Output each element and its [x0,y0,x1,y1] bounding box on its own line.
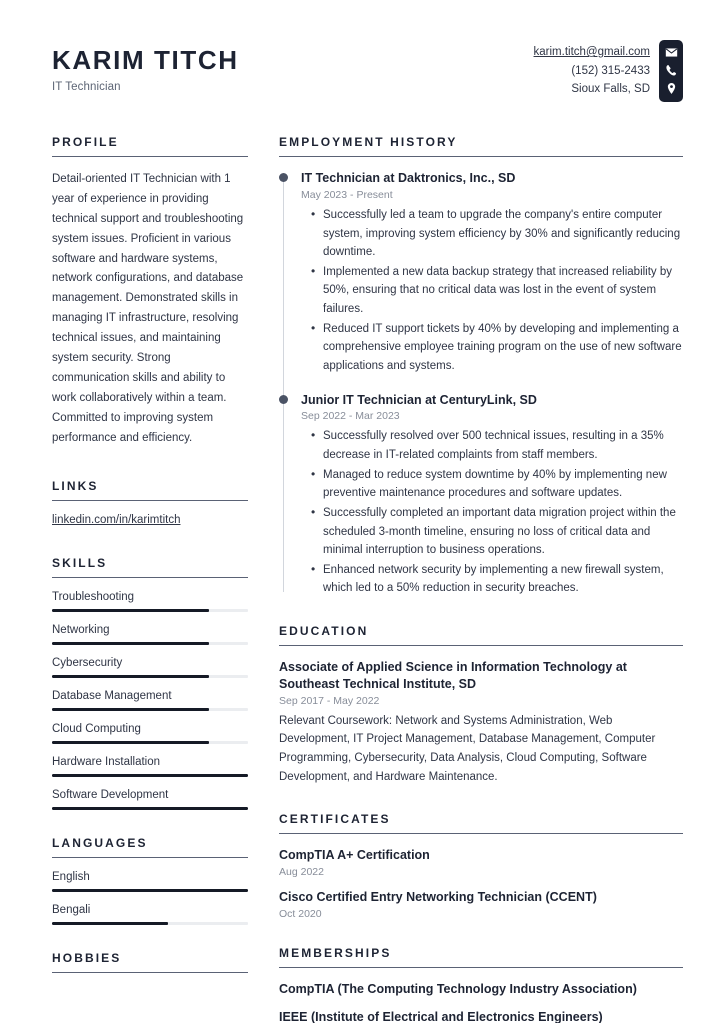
contact-icon-bar [659,40,683,102]
job-title-subtitle: IT Technician [52,80,121,93]
level-bar-fill [52,609,209,612]
envelope-icon [665,46,678,59]
entry-title: Associate of Applied Science in Information Technology at Southeast Technical Institute, SD [279,660,627,691]
section-heading-education: EDUCATION [279,624,369,638]
list-item: • Successfully led a team to upgrade the company's entire computer system, improving system efficiency by 30% and significantly reducing downtime. [323,206,683,262]
section-rule [52,972,248,973]
languages-list [52,871,248,925]
section-heading-profile: PROFILE [52,135,119,149]
name-block [52,40,239,93]
section-employment-history [279,135,683,598]
list-item [279,1009,683,1023]
entry-title: CompTIA (The Computing Technology Industry Association) [279,982,637,996]
level-bar-track [52,922,248,925]
section-rule [279,967,683,968]
list-item-label: Database Management [52,690,172,703]
list-item: • Implemented a new data backup strategy that increased reliability by 50%, ensuring that no critical data was lost in the event of system failures. [323,263,683,319]
entry-title: Cisco Certified Entry Networking Technician (CCENT) [279,890,597,905]
level-bar-track [52,889,248,892]
employment-date: May 2023 - Present [301,188,393,201]
list-item[interactable]: linkedin.com/in/karimtitch [52,514,181,527]
list-item [279,981,683,998]
location-pin-icon [665,82,678,95]
list-item: • Managed to reduce system downtime by 40% by implementing new preventive maintenance procedures and software updates. [323,466,683,503]
level-bar-fill [52,889,248,892]
section-skills [52,556,248,810]
section-rule [279,156,683,157]
list-item [52,756,248,777]
list-item-label: Software Development [52,789,169,802]
list-item [52,591,248,612]
entry-title: IEEE (Institute of Electrical and Electronics Engineers) [279,1009,603,1023]
list-item-label: Hardware Installation [52,756,161,769]
employment-timeline [279,170,683,598]
section-rule [52,577,248,578]
list-item [52,871,248,892]
profile-text: Detail-oriented IT Technician with 1 year of experience in providing technical support and troubleshooting system issues. Proficient in various software and hardware systems, network configurations, and database management. Demonstrated skills in managing IT infrastructure, resolving technical issues, and maintaining system security. Strong communication skills and ability to work collaboratively within a team. Committed to improving system performance and efficiency. [52,173,244,444]
memberships-list [279,981,683,1023]
list-item [52,789,248,810]
certificates-list [279,847,683,920]
section-heading-certificates: CERTIFICATES [279,812,391,827]
entry-date: Sep 2017 - May 2022 [279,694,380,707]
level-bar-track [52,807,248,810]
level-bar-fill [52,922,168,925]
list-item [279,889,683,920]
level-bar-fill [52,774,248,777]
section-rule [279,833,683,834]
contact-email-row [534,43,650,62]
list-item [52,723,248,744]
section-certificates [279,812,683,920]
section-heading-languages: LANGUAGES [52,836,148,851]
contact-location: Sioux Falls, SD [571,83,650,96]
employment-date: Sep 2022 - Mar 2023 [301,410,400,423]
list-item: • Successfully resolved over 500 technical issues, resulting in a 35% decrease in IT-related complaints from staff members. [323,427,683,464]
level-bar-track [52,609,248,612]
section-heading-links: LINKS [52,479,99,494]
level-bar-fill [52,741,209,744]
level-bar-track [52,642,248,645]
section-education [279,624,683,786]
section-links [52,479,248,526]
list-item-label: Cybersecurity [52,657,123,670]
skills-list [52,591,248,810]
list-item: • Enhanced network security by implementing a new firewall system, which led to a 50% reduction in security breaches. [323,561,683,598]
list-item-label: Bengali [52,904,91,917]
section-heading-hobbies: HOBBIES [52,951,122,966]
timeline-dot-icon [279,173,288,182]
section-rule [279,645,683,646]
entry-date: Aug 2022 [279,866,324,879]
list-item [279,659,683,786]
entry-title: CompTIA A+ Certification [279,848,430,863]
employment-bullets [301,206,683,376]
section-hobbies [52,951,248,973]
section-languages [52,836,248,925]
list-item [279,847,683,878]
list-item: • Successfully completed an important data migration project within the scheduled 3-month timeline, ensuring no loss of critical data and minimal interruption to business operations. [323,504,683,560]
level-bar-track [52,675,248,678]
employment-entry [301,170,683,376]
level-bar-track [52,774,248,777]
main-column [279,135,683,1023]
section-heading-employment: EMPLOYMENT HISTORY [279,135,458,149]
section-profile [52,135,248,448]
employment-entry [301,392,683,599]
section-rule [52,156,248,157]
contact-email-link[interactable]: karim.titch@gmail.com [533,46,650,58]
page-title: KARIM TITCH [52,45,239,75]
entry-date: Oct 2020 [279,908,322,920]
resume-header [0,0,724,102]
level-bar-fill [52,807,248,810]
list-item [52,657,248,678]
section-rule [52,500,248,501]
level-bar-track [52,741,248,744]
contact-lines [534,40,650,99]
list-item-label: English [52,871,90,884]
timeline-dot-icon [279,395,288,404]
level-bar-fill [52,642,209,645]
employment-bullets [301,427,683,598]
resume-body [0,102,724,1023]
list-item-label: Networking [52,624,110,637]
list-item [52,624,248,645]
education-list [279,659,683,786]
employment-title: IT Technician at Daktronics, Inc., SD [301,171,516,185]
section-rule [52,857,248,858]
level-bar-fill [52,708,209,711]
phone-icon [665,64,678,77]
contact-phone: (152) 315-2433 [571,64,650,77]
entry-description: Relevant Coursework: Network and Systems Administration, Web Development, IT Project Management, Database Management, Computer Programming, Cybersecurity, Data Analysis, Cloud Computing, Software Development, and Hardware Maintenance. [279,714,656,783]
section-memberships [279,946,683,1023]
level-bar-track [52,708,248,711]
links-list [52,514,248,526]
level-bar-fill [52,675,209,678]
list-item-label: Troubleshooting [52,591,135,604]
section-heading-skills: SKILLS [52,556,108,571]
sidebar-column [52,135,248,1023]
contact-block [534,40,683,102]
employment-title: Junior IT Technician at CenturyLink, SD [301,392,537,407]
list-item: • Reduced IT support tickets by 40% by developing and implementing a comprehensive employee training program on the use of new software applications and systems. [323,320,683,376]
list-item [52,690,248,711]
section-heading-memberships: MEMBERSHIPS [279,946,392,960]
list-item-label: Cloud Computing [52,723,141,736]
list-item [52,904,248,925]
